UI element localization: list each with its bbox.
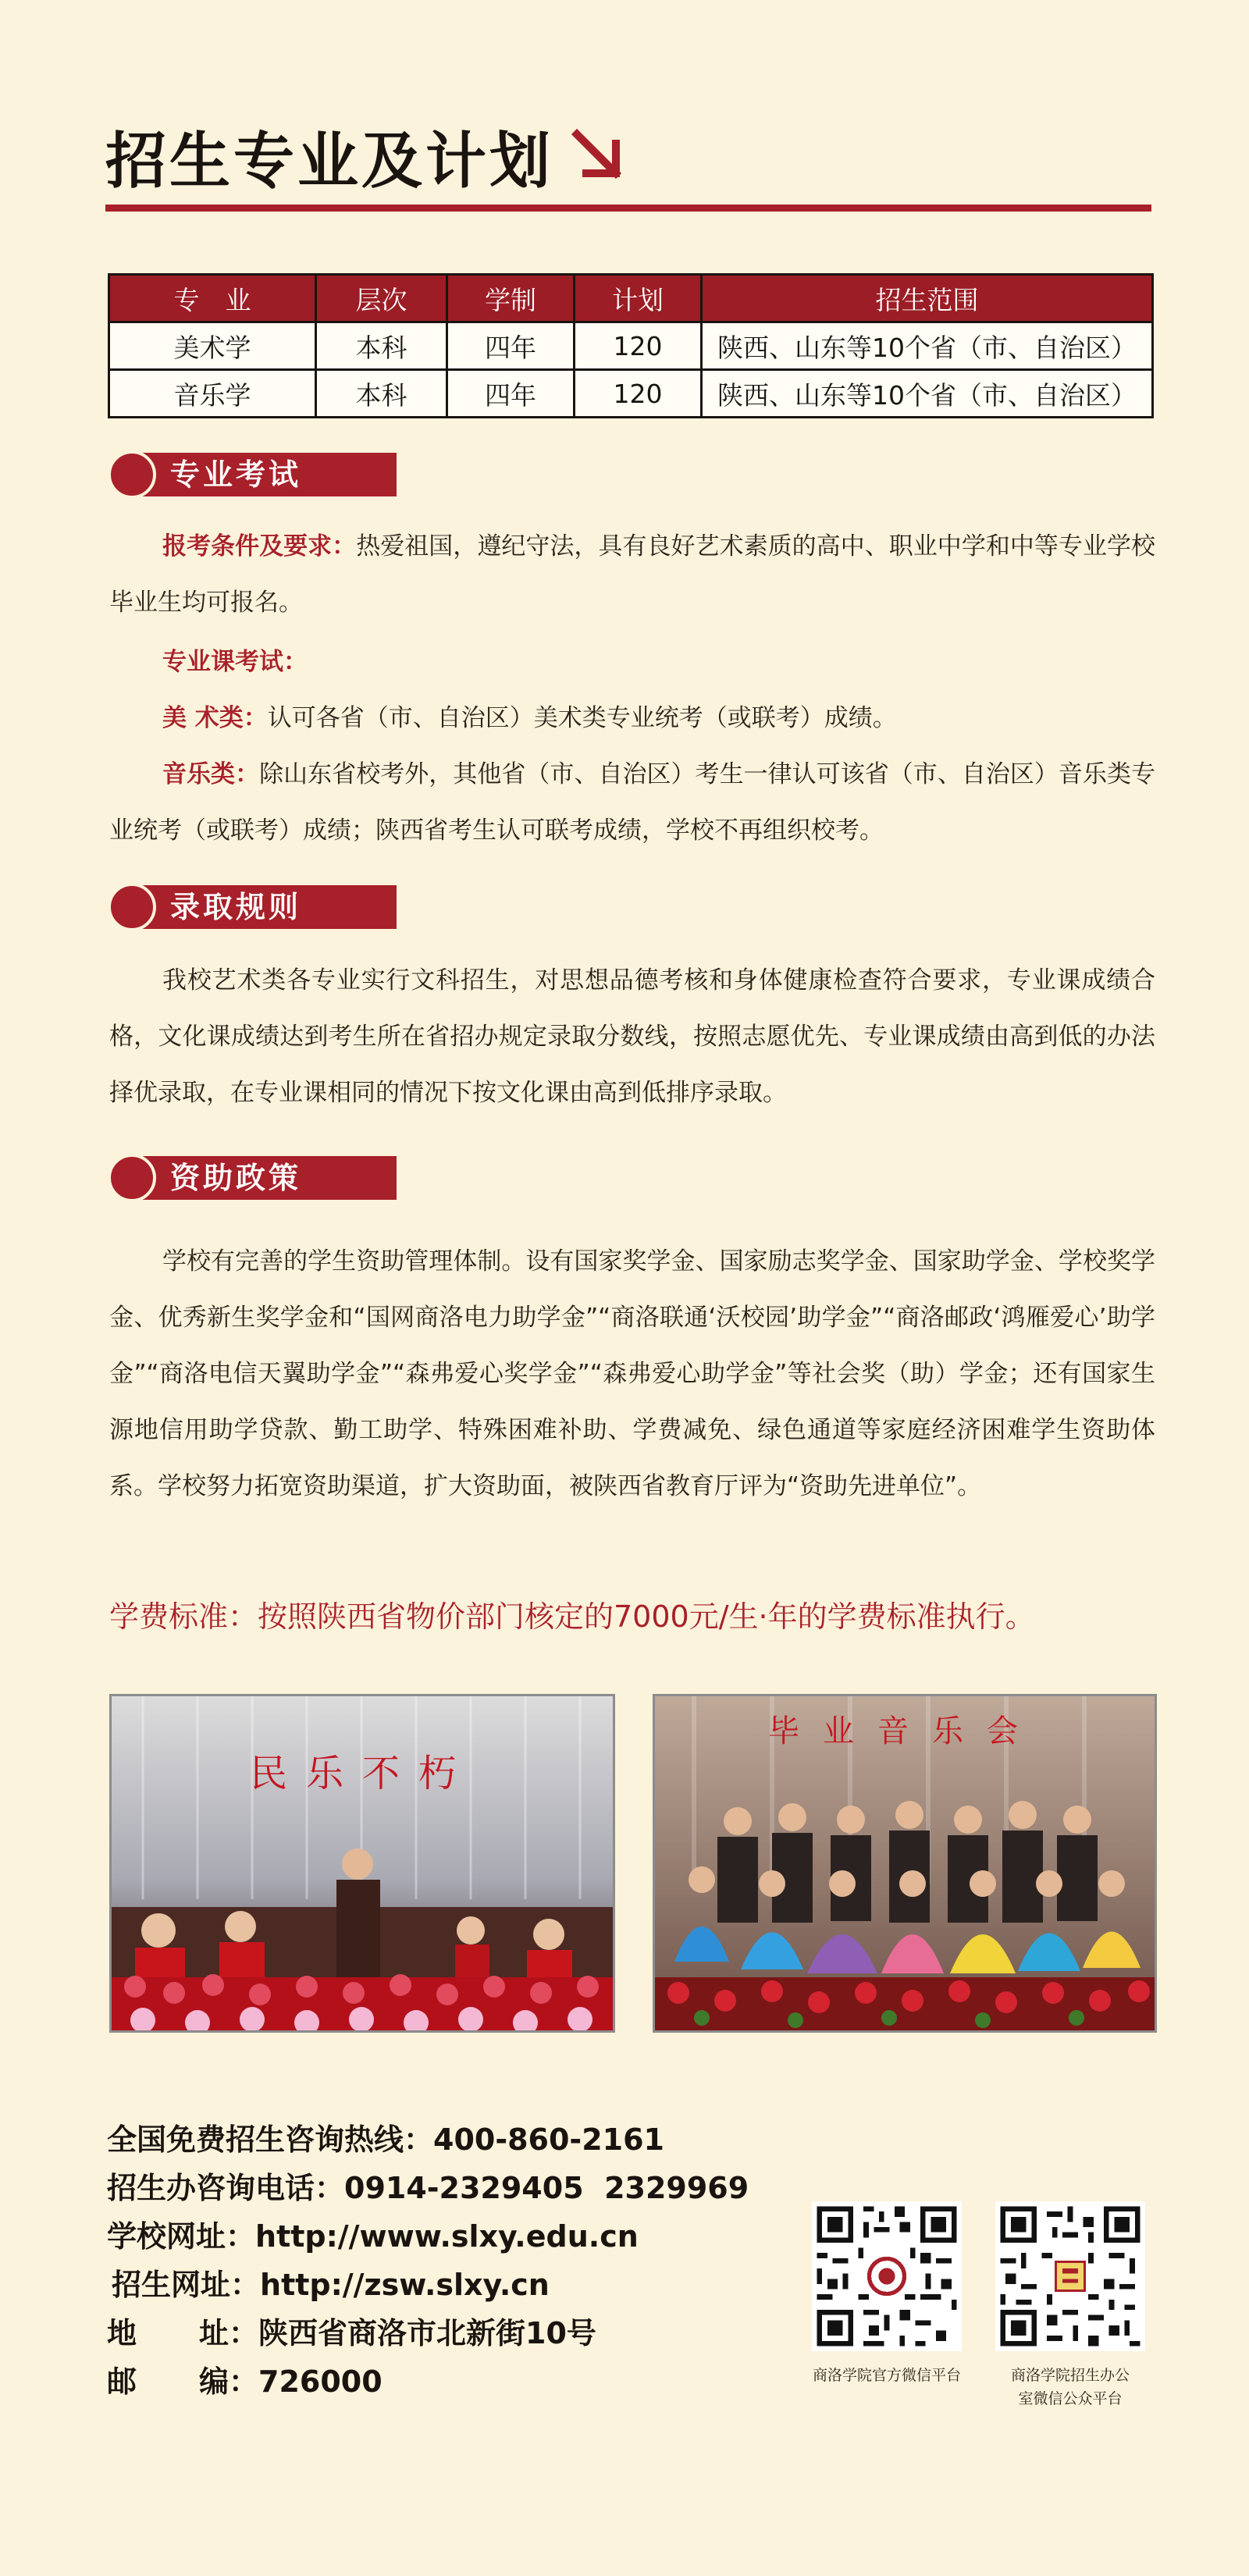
contact-key-part: 编： [199, 2364, 259, 2399]
section-dot-icon [108, 1154, 156, 1202]
banner-text: 民乐不朽 [249, 1753, 475, 1795]
section-heading-exam [108, 453, 397, 496]
contact-address [107, 2309, 749, 2357]
contact-key: 招生网址： [112, 2268, 261, 2302]
table-cell: 四年 [447, 322, 575, 370]
art-label: 美 术类： [162, 704, 268, 732]
art-text: 认可各省（市、自治区）美术类专业统考（或联考）成绩。 [267, 704, 897, 732]
title-underline [105, 205, 1151, 212]
contact-key: 学校网址： [107, 2219, 256, 2254]
banner-text: 毕业音乐会 [768, 1713, 1041, 1749]
contact-value: 0914-2329405 2329969 [344, 2171, 749, 2205]
table-cell: 美术学 [109, 322, 316, 370]
arrow-down-right-icon [568, 125, 630, 187]
section-title: 录取规则 [170, 890, 302, 924]
section-title: 专业考试 [170, 457, 302, 492]
contact-value: 726000 [258, 2364, 383, 2399]
section-heading-admission [108, 885, 397, 929]
music-paragraph [109, 746, 1155, 859]
qr-caption-admission [980, 2364, 1160, 2411]
section-heading-aid [108, 1156, 397, 1200]
table-row [109, 370, 1153, 418]
table-cell: 陕西、山东等10个省（市、自治区） [702, 322, 1153, 370]
requirements-text: 热爱祖国，遵纪守法，具有良好艺术素质的高中、职业中学和中等专业学校毕业生均可报名。 [109, 532, 1155, 617]
enrollment-plan-table [108, 273, 1154, 418]
contact-info [107, 2115, 749, 2406]
table-cell: 120 [575, 322, 702, 370]
title-row [105, 109, 630, 203]
table-cell: 本科 [316, 370, 447, 418]
wechat-admission-qr-code [995, 2201, 1145, 2351]
section-title: 资助政策 [170, 1161, 302, 1195]
admission-paragraph: 我校艺术类各专业实行文科招生，对思想品德考核和身体健康检查符合要求，专业课成绩合格，文化课成绩达到考生所在省招办规定录取分数线，按照志愿优先、专业课成绩由高到低的办法择优录取，在专业课相同的情况下按文化课由高到低排序录取。 [109, 966, 1155, 1107]
column-header: 层次 [316, 275, 447, 322]
contact-admission-site [107, 2261, 749, 2309]
exam-subject-label: 专业课考试： [162, 648, 308, 676]
exam-requirements-paragraph [109, 518, 1155, 631]
music-label: 音乐类： [162, 760, 260, 788]
contact-key: 全国免费招生咨询热线： [107, 2122, 434, 2157]
column-header: 学制 [447, 275, 575, 322]
section-dot-icon [108, 450, 156, 499]
contact-school-site [107, 2212, 749, 2261]
aid-paragraph: 学校有完善的学生资助管理体制。设有国家奖学金、国家励志奖学金、国家助学金、学校奖学金、优秀新生奖学金和“国网商洛电力助学金”“商洛联通‘沃校园’助学金”“商洛邮政‘鸿雁爱心’助学金”“商洛电信天翼助学金”“森弗爱心奖学金”“森弗爱心助学金”等社会奖（助）学金；还有国家生源地信用助学贷款、勤工助学、特殊困难补助、学费减免、绿色通道等家庭经济困难学生资助体系。学校努力拓宽资助渠道，扩大资助面，被陕西省教育厅评为“资助先进单位”。 [109, 1247, 1155, 1500]
qr-caption-line: 商洛学院招生办公 [1010, 2367, 1130, 2384]
table-cell: 音乐学 [109, 370, 316, 418]
table-cell: 四年 [447, 370, 575, 418]
tuition-standard: 学费标准：按照陕西省物价部门核定的7000元/生·年的学费标准执行。 [109, 1599, 1035, 1634]
contact-key-part: 邮 [107, 2364, 137, 2399]
table-header-row [109, 275, 1153, 322]
column-header: 招生范围 [702, 275, 1153, 322]
contact-key-part: 址： [199, 2316, 259, 2350]
contact-key-part: 地 [107, 2316, 137, 2350]
table-cell: 陕西、山东等10个省（市、自治区） [702, 370, 1153, 418]
section-dot-icon [108, 883, 156, 931]
concert-photo-graduation [653, 1694, 1157, 2033]
page-title: 招生专业及计划 [105, 126, 554, 197]
table-cell: 本科 [316, 322, 447, 370]
table-row [109, 322, 1153, 370]
qr-caption-line: 室微信公众平台 [1018, 2390, 1123, 2407]
table-cell: 120 [575, 370, 702, 418]
contact-office-phone [107, 2164, 749, 2212]
contact-hotline [107, 2115, 749, 2164]
wechat-official-qr-code [812, 2201, 962, 2351]
exam-subject-label-line [109, 634, 1155, 690]
column-header: 计划 [575, 275, 702, 322]
admission-website-link[interactable]: http://zsw.slxy.cn [260, 2268, 550, 2302]
concert-photo-folk-music [109, 1694, 615, 2033]
requirements-label: 报考条件及要求： [162, 532, 357, 560]
qr-caption-official: 商洛学院官方微信平台 [812, 2367, 961, 2384]
school-website-link[interactable]: http://www.slxy.edu.cn [255, 2219, 639, 2254]
contact-postcode [107, 2357, 749, 2406]
art-paragraph [109, 690, 1155, 746]
contact-value: 陕西省商洛市北新街10号 [258, 2316, 596, 2350]
contact-value: 400-860-2161 [433, 2122, 664, 2157]
contact-key: 招生办咨询电话： [107, 2171, 345, 2205]
music-text: 除山东省校考外，其他省（市、自治区）考生一律认可该省（市、自治区）音乐类专业统考（或联考）成绩；陕西省考生认可联考成绩，学校不再组织校考。 [109, 760, 1156, 845]
column-header: 专 业 [109, 275, 316, 322]
